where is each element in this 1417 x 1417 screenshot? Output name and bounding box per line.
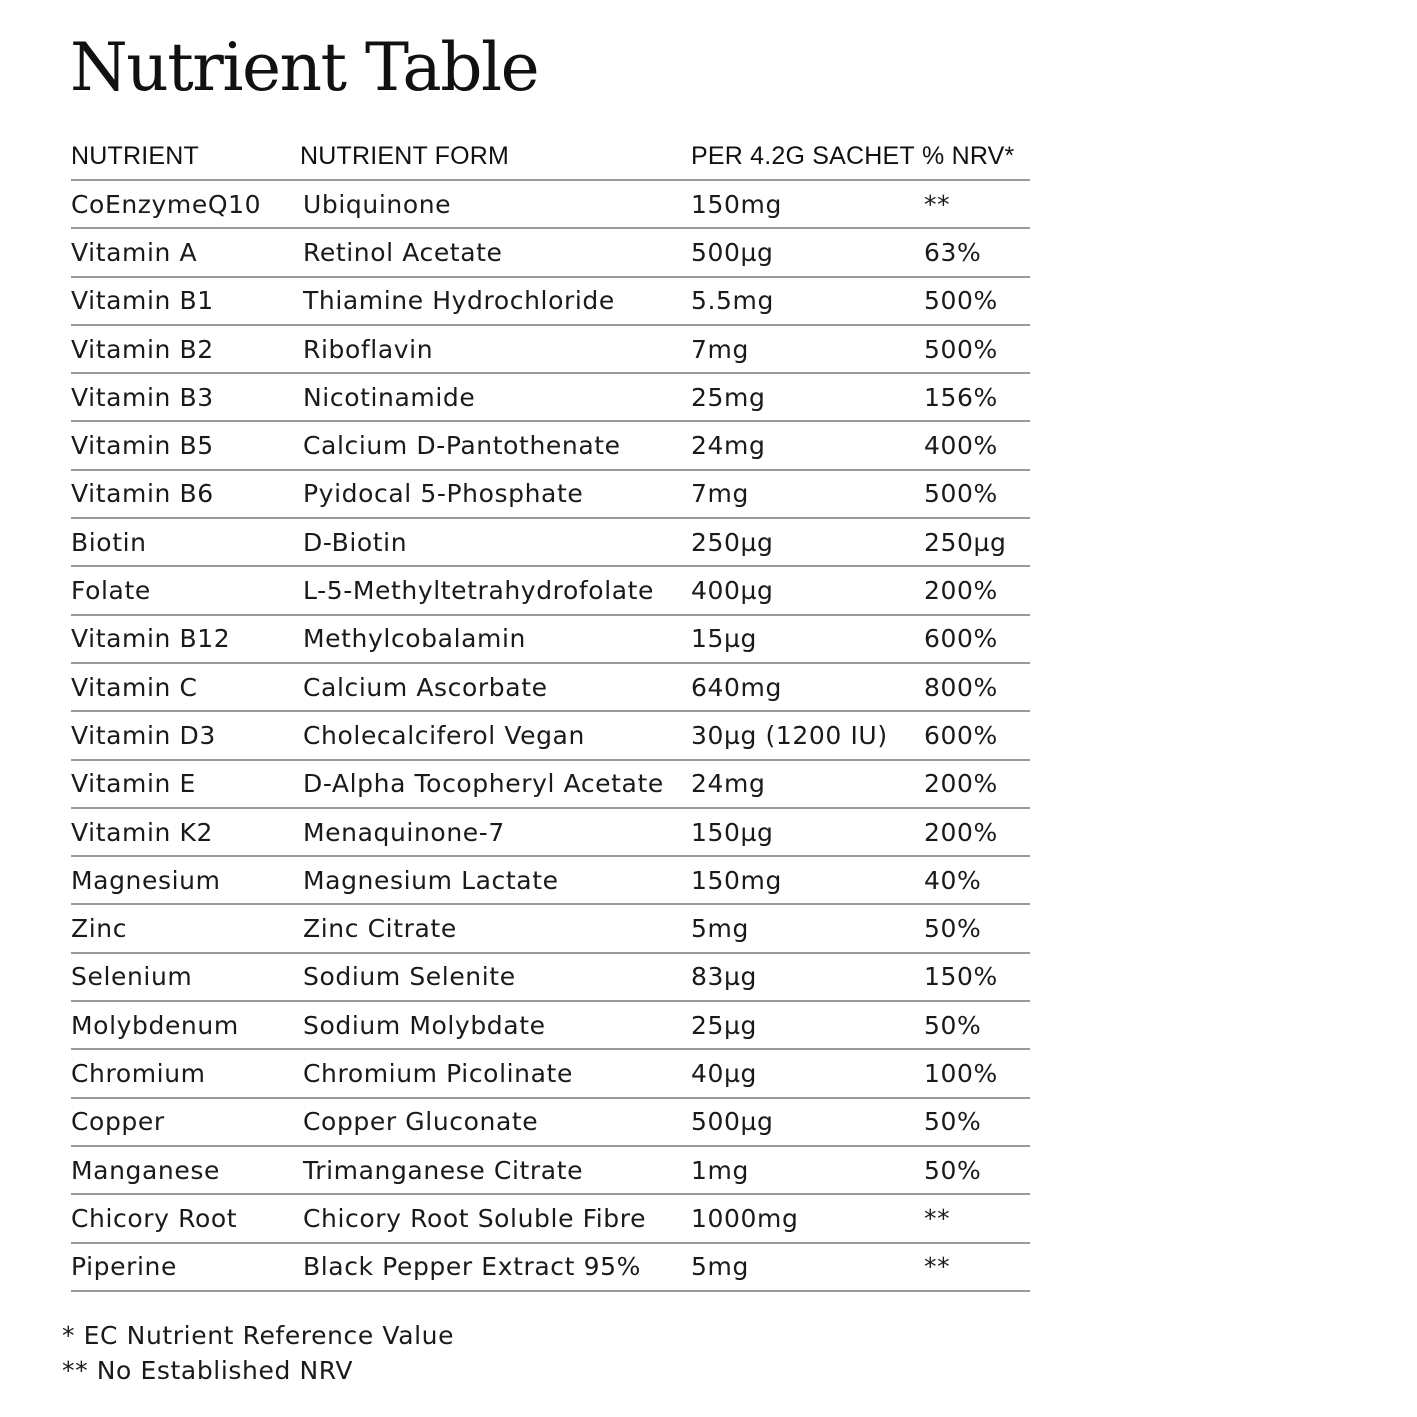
amount-per-sachet: 500µg xyxy=(691,1107,774,1137)
nutrient-form: Menaquinone-7 xyxy=(303,817,505,847)
table-row xyxy=(71,905,1030,953)
nutrient-form: Copper Gluconate xyxy=(303,1107,539,1137)
nutrient-name: Vitamin C xyxy=(71,672,198,702)
header-nrv: % NRV* xyxy=(922,141,1015,170)
nutrient-form: L-5-Methyltetrahydrofolate xyxy=(303,576,655,606)
nutrient-form: Chromium Picolinate xyxy=(303,1058,573,1088)
nutrient-name: Vitamin B12 xyxy=(71,624,231,654)
table-row xyxy=(71,954,1030,1002)
table-row xyxy=(71,616,1030,664)
amount-per-sachet: 83µg xyxy=(691,962,757,992)
nutrient-name: Piperine xyxy=(71,1252,177,1282)
amount-per-sachet: 30µg (1200 IU) xyxy=(691,720,888,750)
nutrient-form: Calcium D-Pantothenate xyxy=(303,431,621,461)
table-row xyxy=(71,761,1030,809)
nrv-percent: 63% xyxy=(924,237,982,267)
nutrient-name: Biotin xyxy=(71,527,147,557)
nrv-percent: ** xyxy=(924,1203,951,1233)
nrv-percent: 50% xyxy=(924,1010,982,1040)
amount-per-sachet: 150mg xyxy=(691,865,782,895)
amount-per-sachet: 15µg xyxy=(691,624,757,654)
amount-per-sachet: 150mg xyxy=(691,189,782,219)
nutrient-name: CoEnzymeQ10 xyxy=(71,189,262,219)
nutrient-form: D-Biotin xyxy=(303,527,408,557)
nutrient-table xyxy=(71,133,1030,1292)
nutrient-form: Zinc Citrate xyxy=(303,914,457,944)
nrv-percent: 200% xyxy=(924,769,998,799)
nrv-percent: 500% xyxy=(924,286,998,316)
table-row xyxy=(71,519,1030,567)
nutrient-form: Sodium Selenite xyxy=(303,962,516,992)
amount-per-sachet: 24mg xyxy=(691,431,766,461)
nutrient-form: Nicotinamide xyxy=(303,382,476,412)
nrv-percent: 50% xyxy=(924,914,982,944)
nutrient-name: Vitamin B1 xyxy=(71,286,214,316)
nutrient-name: Vitamin A xyxy=(71,237,198,267)
nrv-percent: 800% xyxy=(924,672,998,702)
table-row xyxy=(71,712,1030,760)
amount-per-sachet: 500µg xyxy=(691,237,774,267)
amount-per-sachet: 25mg xyxy=(691,382,766,412)
header-nutrient: NUTRIENT xyxy=(71,141,199,170)
nutrient-form: Methylcobalamin xyxy=(303,624,526,654)
nutrient-name: Copper xyxy=(71,1107,165,1137)
nutrient-form: Retinol Acetate xyxy=(303,237,503,267)
amount-per-sachet: 5mg xyxy=(691,1252,749,1282)
nrv-percent: 200% xyxy=(924,576,998,606)
table-row xyxy=(71,374,1030,422)
nrv-percent: 400% xyxy=(924,431,998,461)
table-row xyxy=(71,664,1030,712)
nrv-percent: 40% xyxy=(924,865,982,895)
nrv-percent: 600% xyxy=(924,720,998,750)
nrv-percent: 100% xyxy=(924,1058,998,1088)
nutrient-form: Black Pepper Extract 95% xyxy=(303,1252,641,1282)
footnote-no-nrv: ** No Established NRV xyxy=(62,1356,354,1385)
table-row xyxy=(71,181,1030,229)
nutrient-form: Magnesium Lactate xyxy=(303,865,559,895)
table-header-row xyxy=(71,133,1030,181)
nrv-percent: 50% xyxy=(924,1155,982,1185)
nutrient-name: Selenium xyxy=(71,962,193,992)
amount-per-sachet: 24mg xyxy=(691,769,766,799)
nrv-percent: 250µg xyxy=(924,527,1007,557)
table-row xyxy=(71,1244,1030,1292)
nutrient-form: Ubiquinone xyxy=(303,189,452,219)
table-row xyxy=(71,1195,1030,1243)
footnote-nrv: * EC Nutrient Reference Value xyxy=(62,1321,455,1350)
nutrient-name: Vitamin D3 xyxy=(71,720,216,750)
table-row xyxy=(71,857,1030,905)
table-row xyxy=(71,471,1030,519)
table-row xyxy=(71,422,1030,470)
nutrient-name: Folate xyxy=(71,576,151,606)
nutrient-name: Vitamin B2 xyxy=(71,334,214,364)
table-row xyxy=(71,278,1030,326)
nrv-percent: ** xyxy=(924,1252,951,1282)
amount-per-sachet: 150µg xyxy=(691,817,774,847)
amount-per-sachet: 250µg xyxy=(691,527,774,557)
nutrient-form: Riboflavin xyxy=(303,334,434,364)
page-title: Nutrient Table xyxy=(70,29,539,106)
amount-per-sachet: 400µg xyxy=(691,576,774,606)
table-row xyxy=(71,229,1030,277)
nutrient-name: Chromium xyxy=(71,1058,206,1088)
nutrient-name: Vitamin B3 xyxy=(71,382,214,412)
nutrient-name: Molybdenum xyxy=(71,1010,239,1040)
nrv-percent: 50% xyxy=(924,1107,982,1137)
nrv-percent: 150% xyxy=(924,962,998,992)
nutrient-name: Vitamin B5 xyxy=(71,431,214,461)
amount-per-sachet: 1mg xyxy=(691,1155,749,1185)
nrv-percent: 500% xyxy=(924,334,998,364)
amount-per-sachet: 7mg xyxy=(691,479,749,509)
nutrient-form: Calcium Ascorbate xyxy=(303,672,548,702)
nrv-percent: 500% xyxy=(924,479,998,509)
amount-per-sachet: 40µg xyxy=(691,1058,757,1088)
nutrient-form: Sodium Molybdate xyxy=(303,1010,546,1040)
nutrient-form: Pyidocal 5-Phosphate xyxy=(303,479,584,509)
nutrient-name: Zinc xyxy=(71,914,128,944)
nrv-percent: ** xyxy=(924,189,951,219)
nutrient-form: Chicory Root Soluble Fibre xyxy=(303,1203,647,1233)
header-nutrient-form: NUTRIENT FORM xyxy=(300,141,510,170)
amount-per-sachet: 25µg xyxy=(691,1010,757,1040)
nutrient-form: Thiamine Hydrochloride xyxy=(303,286,615,316)
header-per-sachet: PER 4.2G SACHET xyxy=(691,141,915,170)
table-row xyxy=(71,1050,1030,1098)
amount-per-sachet: 640mg xyxy=(691,672,782,702)
table-row xyxy=(71,1099,1030,1147)
nutrient-name: Manganese xyxy=(71,1155,220,1185)
nutrient-name: Vitamin B6 xyxy=(71,479,214,509)
nutrient-form: Cholecalciferol Vegan xyxy=(303,720,585,750)
footnotes xyxy=(62,1318,454,1388)
nrv-percent: 156% xyxy=(924,382,998,412)
nutrient-name: Vitamin E xyxy=(71,769,196,799)
nutrient-form: D-Alpha Tocopheryl Acetate xyxy=(303,769,664,799)
table-row xyxy=(71,809,1030,857)
nutrient-name: Vitamin K2 xyxy=(71,817,214,847)
amount-per-sachet: 7mg xyxy=(691,334,749,364)
table-row xyxy=(71,567,1030,615)
table-body xyxy=(71,181,1030,1292)
table-row xyxy=(71,326,1030,374)
nutrient-name: Magnesium xyxy=(71,865,221,895)
nutrient-name: Chicory Root xyxy=(71,1203,238,1233)
nutrient-form: Trimanganese Citrate xyxy=(303,1155,584,1185)
nrv-percent: 200% xyxy=(924,817,998,847)
table-row xyxy=(71,1002,1030,1050)
amount-per-sachet: 5.5mg xyxy=(691,286,774,316)
amount-per-sachet: 1000mg xyxy=(691,1203,799,1233)
nrv-percent: 600% xyxy=(924,624,998,654)
table-row xyxy=(71,1147,1030,1195)
amount-per-sachet: 5mg xyxy=(691,914,749,944)
